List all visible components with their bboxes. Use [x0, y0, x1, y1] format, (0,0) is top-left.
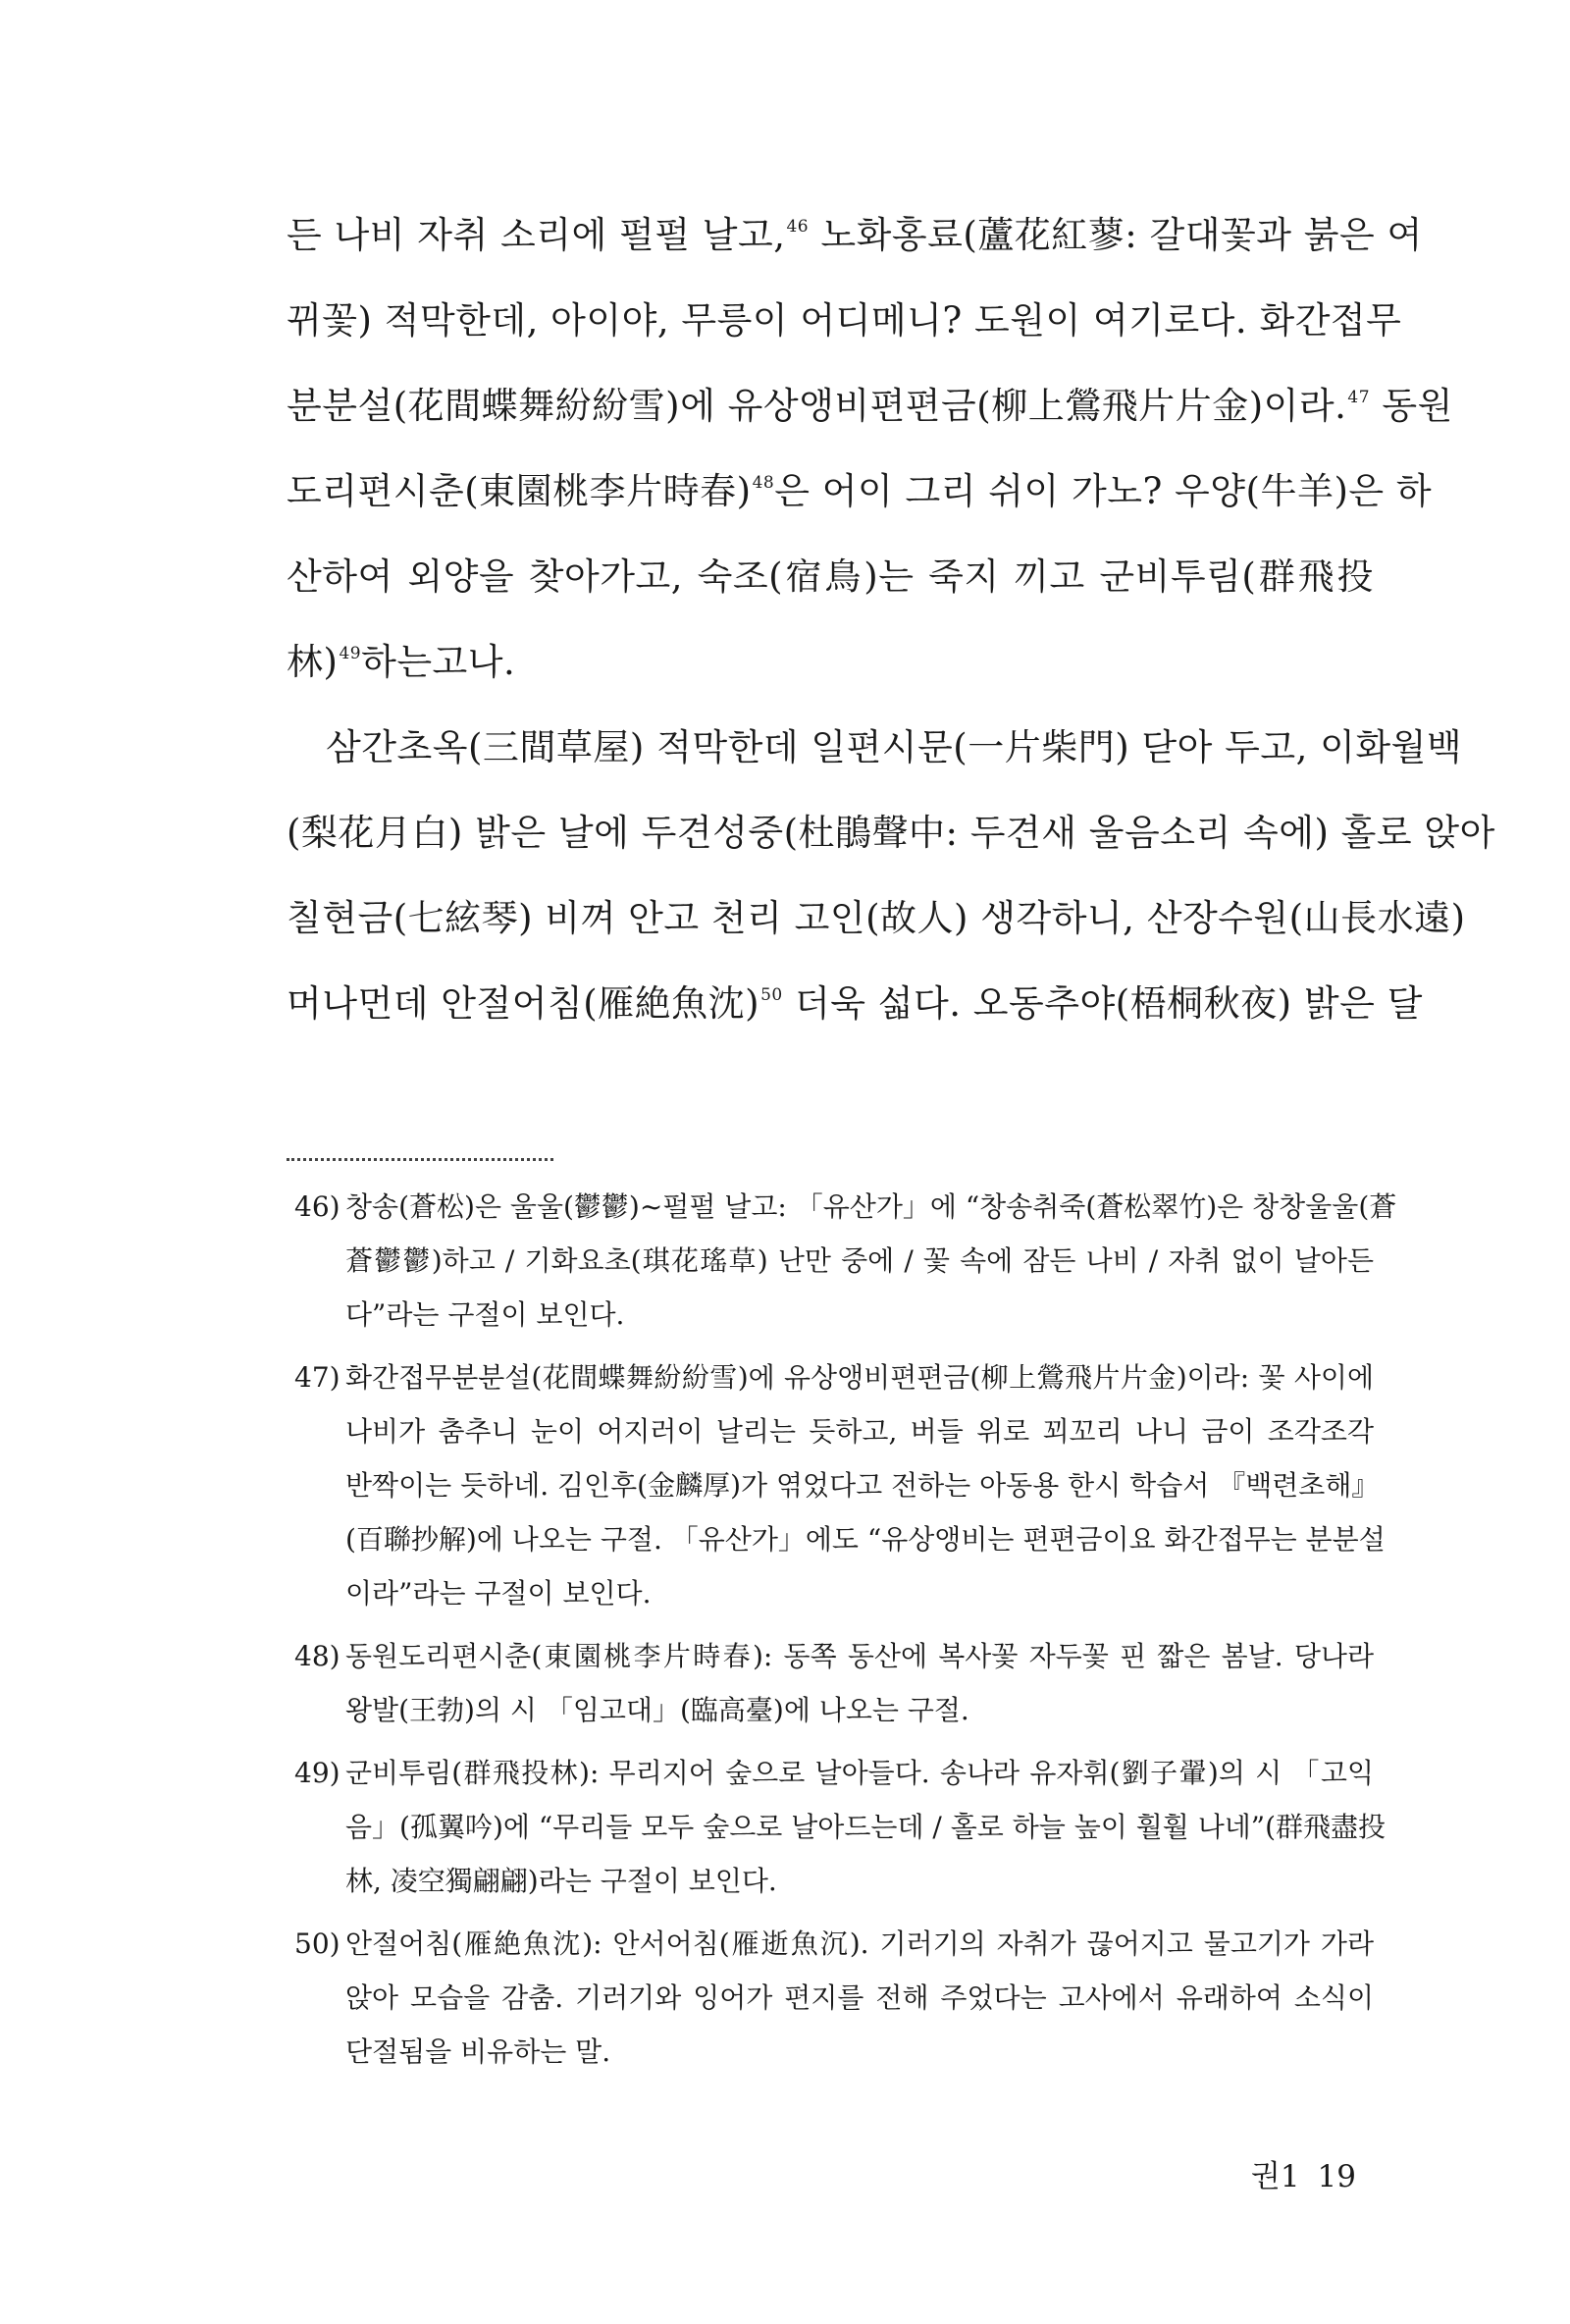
footnote-line: 앉아 모습을 감춤. 기러기와 잉어가 편지를 전해 주었다는 고사에서 유래하여 소식이: [345, 1981, 1374, 2014]
footnote-number: 50): [294, 1928, 340, 1960]
footnote: [294, 1746, 1387, 1908]
volume-label: 권1: [1250, 2159, 1300, 2194]
footnote-line: 음」(孤翼吟)에 “무리들 모두 숲으로 날아드는데 / 홀로 하늘 높이 훨훨 나네”(群飛盡投: [345, 1811, 1387, 1843]
text-segment: 은 어이 그리 쉬이 가노? 우양(牛羊)은 하: [774, 470, 1433, 512]
text-segment: 분분설(花間蝶舞紛紛雪)에 유상앵비편편금(柳上鶯飛片片金)이라.: [287, 385, 1347, 427]
text-line: 뀌꽃) 적막한데, 아이야, 무릉이 어디메니? 도원이 여기로다. 화간접무: [287, 299, 1402, 342]
page-footer: [1233, 2151, 1356, 2195]
footnote-line: 창송(蒼松)은 울울(鬱鬱)~펄펄 날고: 「유산가」에 “창송취죽(蒼松翠竹)은 창창울울(蒼: [345, 1190, 1397, 1223]
text-segment: 노화홍료(蘆花紅蓼: 갈대꽃과 붉은 여: [809, 214, 1423, 256]
text-line: 산하여 외양을 찾아가고, 숙조(宿鳥)는 죽지 끼고 군비투림(群飛投: [287, 555, 1374, 598]
footnote-ref: 50: [760, 985, 783, 1005]
footnote-ref: 48: [752, 473, 775, 493]
footnote-line: 다”라는 구절이 보인다.: [345, 1298, 625, 1331]
text-line: (梨花月白) 밝은 날에 두견성중(杜鵑聲中: 두견새 울음소리 속에) 홀로 앉아: [287, 812, 1495, 854]
footnote-number: 47): [294, 1361, 340, 1394]
text-line: [287, 363, 1453, 449]
footnote-line: 蒼鬱鬱)하고 / 기화요초(琪花瑤草) 난만 중에 / 꽃 속에 잠든 나비 / 자취 없이 날아든: [345, 1244, 1374, 1277]
text-line: 칠현금(七絃琴) 비껴 안고 천리 고인(故人) 생각하니, 산장수원(山長水遠): [287, 897, 1466, 939]
text-segment: 머나먼데 안절어침(雁絶魚沈): [287, 982, 760, 1025]
footnote: [294, 1180, 1397, 1342]
footnote-number: 46): [294, 1190, 340, 1223]
text-segment: 도리편시춘(東園桃李片時春): [287, 470, 752, 512]
text-line: [287, 192, 1423, 278]
text-line: [287, 961, 1423, 1046]
text-segment: 더욱 섧다. 오동추야(梧桐秋夜) 밝은 달: [782, 982, 1423, 1025]
footnote-line: 화간접무분분설(花間蝶舞紛紛雪)에 유상앵비편편금(柳上鶯飛片片金)이라: 꽃 사이에: [345, 1361, 1374, 1394]
text-segment: 하는고나.: [361, 641, 516, 683]
footnote-line: 반짝이는 듯하네. 김인후(金麟厚)가 엮었다고 전하는 아동용 한시 학습서 『백련초해』: [345, 1469, 1380, 1502]
text-line: [287, 619, 1374, 705]
footnote: [294, 1917, 1374, 2079]
main-text: [287, 192, 1495, 1046]
footnote-line: 나비가 춤추니 눈이 어지러이 날리는 듯하고, 버들 위로 꾀꼬리 나니 금이 조각조각: [345, 1415, 1374, 1448]
footnote-line: 단절됨을 비유하는 말.: [345, 2035, 611, 2068]
footnote-line: 안절어침(雁絶魚沈): 안서어침(雁逝魚沉). 기러기의 자취가 끊어지고 물고기가 가라: [345, 1928, 1374, 1960]
footnote-ref: 46: [786, 217, 810, 237]
footnote-line: 군비투림(群飛投林): 무리지어 숲으로 날아들다. 송나라 유자휘(劉子翬)의 시 「고익: [345, 1757, 1374, 1789]
footnote-line: 林, 凌空獨翩翩)라는 구절이 보인다.: [345, 1865, 777, 1897]
text-segment: 든 나비 자취 소리에 펄펄 날고,: [287, 214, 786, 256]
footnote-ref: 49: [339, 644, 362, 663]
footnote-line: (百聯抄解)에 나오는 구절. 「유산가」에도 “유상앵비는 편편금이요 화간접무는 분분설: [345, 1523, 1386, 1556]
footnote-ref: 47: [1347, 388, 1371, 407]
footnote-line: 이라”라는 구절이 보인다.: [345, 1577, 652, 1610]
footnote: [294, 1350, 1386, 1620]
text-line: [287, 449, 1433, 534]
footnote-number: 49): [294, 1757, 340, 1789]
footnotes: [294, 1180, 1397, 2087]
footnote-number: 48): [294, 1640, 340, 1672]
text-segment: 林): [287, 641, 339, 683]
text-line: 삼간초옥(三間草屋) 적막한데 일편시문(一片柴門) 닫아 두고, 이화월백: [326, 726, 1463, 768]
text-segment: 동원: [1370, 385, 1453, 427]
footnote-divider: [287, 1158, 553, 1161]
footnote: [294, 1629, 1374, 1737]
footnote-line: 동원도리편시춘(東園桃李片時春): 동쪽 동산에 복사꽃 자두꽃 핀 짧은 봄날. 당나라: [345, 1640, 1374, 1672]
page-number: 19: [1317, 2159, 1356, 2194]
footnote-line: 왕발(王勃)의 시 「임고대」(臨高臺)에 나오는 구절.: [345, 1694, 969, 1726]
